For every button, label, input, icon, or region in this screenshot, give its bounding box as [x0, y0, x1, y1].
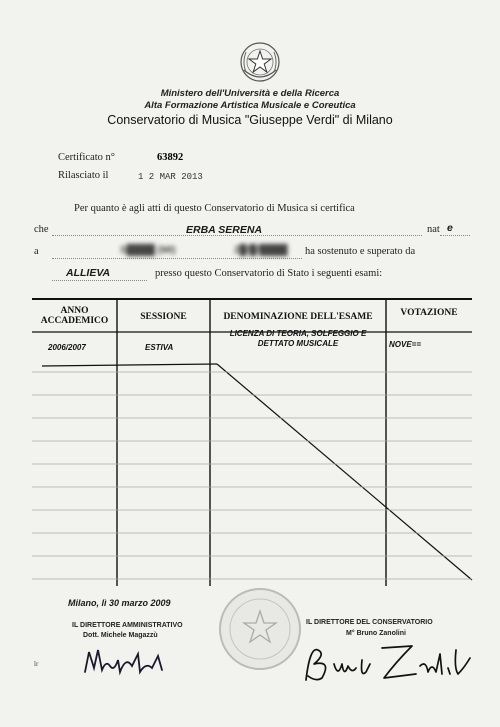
ministry-heading: Ministero dell'Università e della Ricerca	[160, 88, 340, 99]
birth-line	[52, 258, 302, 259]
row-sessione: ESTIVA	[145, 343, 174, 352]
status-line	[52, 280, 147, 281]
place-date: Milano, lì 30 marzo 2009	[68, 598, 171, 608]
exams-text: presso questo Conservatorio di Stato i seguenti esami:	[155, 268, 383, 279]
left-signatory-title: IL DIRETTORE AMMINISTRATIVO	[72, 622, 183, 629]
institution-heading: Conservatorio di Musica "Giuseppe Verdi" di Milano	[107, 113, 393, 127]
a-label: a	[34, 246, 39, 257]
passed-text: ha sostenuto e superato da	[305, 246, 416, 257]
col-header-votazione: VOTAZIONE	[400, 308, 458, 318]
corner-mark: lr	[34, 660, 39, 668]
nat-label: nat	[427, 224, 440, 235]
student-name: ERBA SERENA	[186, 224, 263, 236]
italian-emblem-icon	[238, 40, 282, 84]
che-label: che	[34, 224, 49, 235]
birthdate-redacted: 2█/█/████	[234, 245, 288, 256]
col-header-sessione: SESSIONE	[140, 312, 187, 322]
right-signature-icon	[300, 638, 480, 686]
issued-label: Rilasciato il	[58, 170, 109, 181]
row-esame: LICENZA DI TEORIA, SOLFEGGIO E DETTATO MUSICALE	[229, 329, 367, 348]
status-value: ALLIEVA	[66, 267, 111, 279]
certificate-number-label: Certificato n°	[58, 152, 115, 163]
issued-date-stamp: 1 2 MAR 2013	[138, 172, 203, 182]
certificate-number: 63892	[157, 152, 184, 163]
col-header-esame: DENOMINAZIONE DELL'ESAME	[223, 312, 373, 322]
right-signatory-name: M° Bruno Zanolini	[346, 630, 406, 637]
row-anno: 2006/2007	[48, 343, 86, 352]
left-signature-icon	[80, 642, 170, 678]
nat-suffix: e	[447, 222, 453, 234]
official-seal-icon	[216, 585, 304, 673]
nat-line	[440, 235, 470, 236]
afam-heading: Alta Formazione Artistica Musicale e Coreutica	[144, 100, 356, 111]
right-signatory-title: IL DIRETTORE DEL CONSERVATORIO	[306, 619, 433, 626]
col-header-anno: ANNO ACCADEMICO	[40, 306, 109, 326]
intro-text: Per quanto è agli atti di questo Conservatorio di Musica si certifica	[74, 203, 355, 214]
row-voto: NOVE==	[389, 340, 422, 349]
left-signatory-name: Dott. Michele Magazzù	[83, 632, 158, 639]
birthplace-redacted: S████ (MI)	[120, 245, 176, 256]
